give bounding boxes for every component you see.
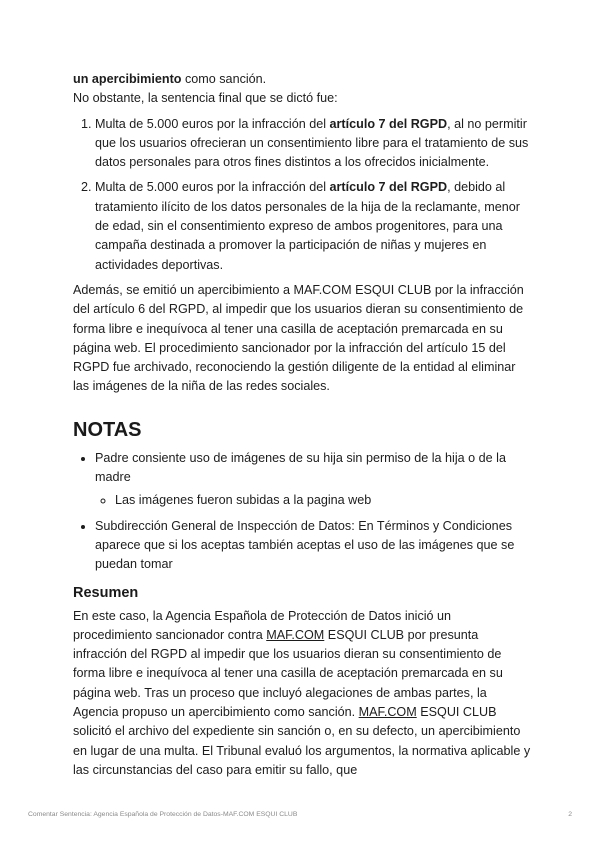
resumen-text-3: ESQUI CLUB solicitó el archivo del expediente sin sanción o, en su defecto, un apercibimiento en lugar de una multa. El Tribunal evaluó los argumentos, la normativa aplicable y las circunstancias del caso para emitir su fallo, que: [73, 705, 531, 777]
footer-title: Comentar Sentencia: Agencia Española de Protección de Datos-MAF.COM ESQUI CLUB: [28, 811, 298, 818]
resumen-paragraph: [73, 607, 533, 781]
document-body: [73, 70, 533, 780]
notas-sublist: [95, 491, 533, 510]
intro-line-2: No obstante, la sentencia final que se dictó fue:: [73, 91, 338, 106]
intro-rest: como sanción.: [181, 72, 267, 86]
list-item: [95, 115, 533, 173]
item-text-bold: artículo 7 del RGPD: [329, 180, 448, 195]
intro-line: [73, 70, 533, 89]
sentence-list: [73, 115, 533, 275]
mafcom-link[interactable]: MAF.COM: [358, 705, 417, 720]
page-footer: [28, 811, 572, 823]
list-item: [95, 178, 533, 274]
item-text-post: , al no permitir que los usuarios ofrecieran un consentimiento libre para el tratamiento de sus datos personales para otros fines distintos a los ofrecidos inicialmente.: [95, 116, 529, 170]
item-text-pre: Multa de 5.000 euros por la infracción del: [95, 180, 330, 195]
resumen-heading: Resumen: [73, 584, 139, 601]
list-item: • Subdirección General de Inspección de Datos: En Términos y Condiciones aparece que si los aceptas también aceptas el uso de las imágenes que se puedan tomar: [95, 517, 533, 575]
item-text-pre: Multa de 5.000 euros por la infracción del: [95, 116, 330, 131]
list-item: ◦ Las imágenes fueron subidas a la pagina web: [115, 491, 533, 510]
item-text-post: , debido al tratamiento ilícito de los datos personales de la hija de la reclamante, menor de edad, sin el consentimiento expreso de ambos progenitores, para una campaña destinada a promover la participación de niñas y mujeres en actividades deportivas.: [95, 180, 520, 272]
mafcom-link[interactable]: MAF.COM: [266, 627, 325, 642]
item-text-bold: artículo 7 del RGPD: [329, 116, 448, 131]
intro-bold: un apercibimiento: [73, 72, 182, 86]
ademas-paragraph: Además, se emitió un apercibimiento a MAF.COM ESQUI CLUB por la infracción del artículo 6 del RGPD, al impedir que los usuarios dieran su consentimiento de forma libre e inequívoca al tener una casilla de aceptación premarcada en su página web. El procedimiento sancionador por la infracción del artículo 15 del RGPD fue archivado, reconociendo la gestión diligente de la entidad al eliminar las imágenes de la niña de las redes sociales.: [73, 282, 524, 394]
page-number: 2: [568, 811, 572, 818]
resumen-text-1: En este caso, la Agencia Española de Protección de Datos inició un procedimiento sancionador contra: [73, 608, 452, 642]
resumen-text-2: ESQUI CLUB por presunta infracción del RGPD al impedir que los usuarios dieran su consentimiento de forma libre e inequívoca al tener una casilla de aceptación premarcada en su página web. Tras un proceso que incluyó alegaciones de ambas partes, la Agencia propuso un apercibimiento como sanción.: [73, 627, 503, 720]
notas-list: [73, 449, 533, 575]
notas-bullet-1: Padre consiente uso de imágenes de su hija sin permiso de la hija o de la madre: [95, 450, 506, 485]
list-item: [95, 449, 533, 511]
notas-heading: NOTAS: [73, 418, 142, 441]
